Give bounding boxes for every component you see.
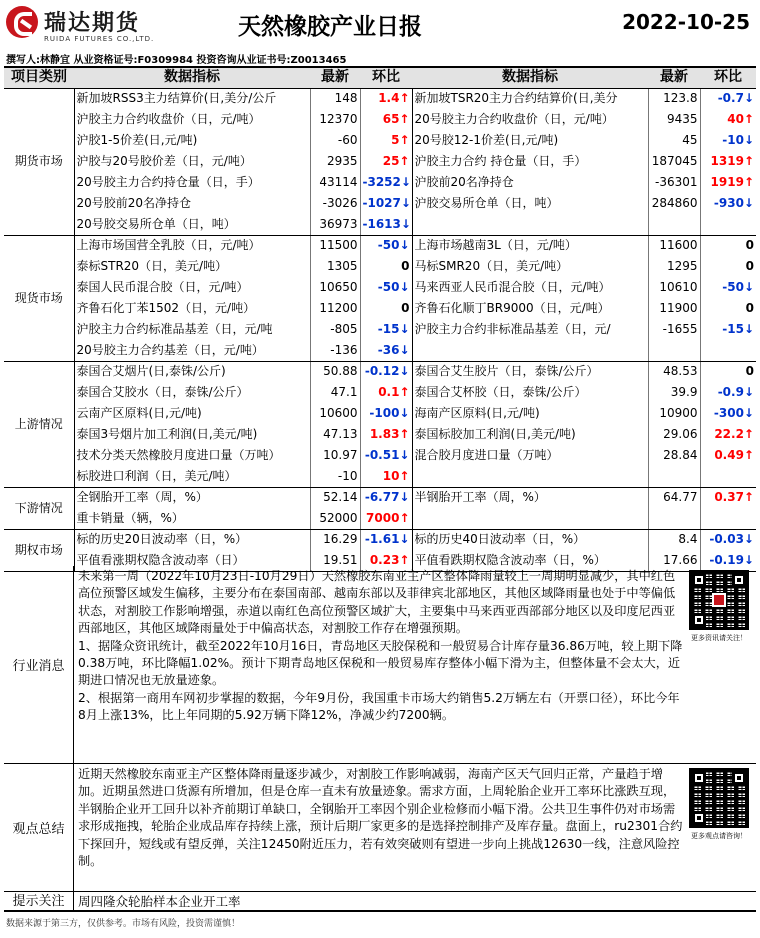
indicator-name: 标的历史40日波动率（日，%） [412, 529, 648, 550]
latest-value: 52000 [310, 508, 360, 529]
change-value: -0.19↓ [700, 550, 756, 571]
change-value: -15↓ [722, 322, 754, 336]
change-value: 25↑ [360, 151, 412, 172]
change-value: 0 [745, 364, 754, 379]
table-row [4, 193, 756, 214]
latest-value: 10650 [310, 277, 360, 298]
qr-code-summary [686, 768, 752, 841]
indicator-name: 沪胶主力合约非标准品基差（日，元/ [412, 319, 648, 340]
table-row [4, 445, 756, 466]
table-row [4, 382, 756, 403]
author-info: 撰写人:林静宜 从业资格证号:F0309984 投资咨询从业证书号:Z0013465 [6, 55, 347, 66]
table-row [4, 298, 756, 319]
change-value: -1027↓ [360, 193, 412, 214]
indicator-name: 20号胶交易所仓单（日，吨） [74, 214, 310, 235]
change-value: -15↓ [360, 319, 412, 340]
summary-text: 近期天然橡胶东南亚主产区整体降雨量逐步减少，对割胶工作影响减弱，海南产区天气回归正常，产量趋于增加。近期虽然进口货源有所增加，但是仓库一直未有放量迹象。需求方面，上周轮胎企业开工率环比涨跌互现，半钢胎企业开工回升以补齐前期订单缺口，全钢胎开工率因个别企业检修而小幅下滑。公共卫生事件仍对市场需求形成拖拽，轮胎企业成品库存持续上涨，预计后期厂家更多的是选择控制排产及库存量。盘面上，ru2301合约下探回升，短线或有望反弹，关注12450附近压力，若有效突破则有望进一步向上挑战12630一线，注意风险控制。 [78, 767, 683, 869]
latest-value: 48.53 [648, 361, 700, 382]
change-value: -0.12↓ [360, 361, 412, 382]
latest-value: -3026 [310, 193, 360, 214]
section-category: 提示关注 [4, 892, 74, 912]
latest-value: 19.51 [310, 550, 360, 571]
latest-value: 45 [648, 130, 700, 151]
indicator-name: 海南产区原料(日,元/吨) [412, 403, 648, 424]
change-value [700, 214, 756, 235]
section-category: 观点总结 [4, 764, 74, 891]
latest-value: 2935 [310, 151, 360, 172]
table-row [4, 529, 756, 550]
change-value: -50↓ [360, 277, 412, 298]
indicator-name [412, 508, 648, 529]
indicator-name: 沪胶与20号胶价差（日，元/吨） [74, 151, 310, 172]
indicator-name: 泰国3号烟片加工利润(日,美元/吨) [74, 424, 310, 445]
latest-value: 11900 [648, 298, 700, 319]
table-row [4, 172, 756, 193]
indicator-name: 泰国合艾胶水（日，泰铢/公斤） [74, 382, 310, 403]
change-value: 22.2↑ [714, 427, 754, 441]
indicator-name: 20号胶主力合约基差（日，元/吨） [74, 340, 310, 361]
indicator-name [412, 340, 648, 361]
indicator-name: 20号胶12-1价差(日,元/吨) [412, 130, 648, 151]
latest-value: 29.06 [648, 424, 700, 445]
table-header-row [4, 67, 756, 88]
table-row [4, 508, 756, 529]
latest-value: 10600 [310, 403, 360, 424]
header-category: 项目类别 [4, 67, 74, 88]
summary-section [4, 764, 756, 892]
change-value: 0.49↑ [714, 448, 754, 462]
change-value: -0.03↓ [709, 532, 754, 547]
qr-caption: 更多观点请咨询！ [691, 832, 747, 840]
latest-value: 11600 [648, 235, 700, 256]
table-row [4, 151, 756, 172]
latest-value: 39.9 [648, 382, 700, 403]
indicator-name: 泰国人民币混合胶（日，元/吨） [74, 277, 310, 298]
change-value: 65↑ [360, 109, 412, 130]
indicator-name: 标胶进口利润（日，美元/吨） [74, 466, 310, 487]
latest-value: 9435 [648, 109, 700, 130]
table-row [4, 214, 756, 235]
indicator-name: 马来西亚人民币混合胶（日，元/吨） [412, 277, 648, 298]
company-logo [4, 4, 154, 46]
indicator-name: 云南产区原料(日,元/吨) [74, 403, 310, 424]
latest-value: -136 [310, 340, 360, 361]
latest-value: 17.66 [648, 550, 700, 571]
latest-value [648, 214, 700, 235]
table-row [4, 277, 756, 298]
latest-value: 8.4 [648, 529, 700, 550]
change-value: 1.83↑ [360, 424, 412, 445]
indicator-name: 20号胶主力合约持仓量（日，手） [74, 172, 310, 193]
section-category: 现货市场 [4, 235, 74, 361]
latest-value: 47.1 [310, 382, 360, 403]
change-value [700, 466, 756, 487]
change-value: 1919↑ [710, 175, 754, 189]
change-value: 0 [360, 256, 412, 277]
latest-value: -10 [310, 466, 360, 487]
indicator-name: 泰国标胶加工利润(日,美元/吨) [412, 424, 648, 445]
latest-value: 11200 [310, 298, 360, 319]
industry-news-section [4, 566, 756, 764]
indicator-name: 沪胶交易所仓单（日，吨） [412, 193, 648, 214]
change-value: 0.1↑ [360, 382, 412, 403]
change-value: 1.4↑ [360, 88, 412, 109]
latest-value: 10610 [648, 277, 700, 298]
indicator-name: 齐鲁石化丁苯1502（日，元/吨） [74, 298, 310, 319]
qr-code-news [686, 570, 752, 643]
indicator-name [412, 466, 648, 487]
latest-value: 28.84 [648, 445, 700, 466]
latest-value: 10.97 [310, 445, 360, 466]
indicator-name: 沪胶主力合约 持仓量（日，手） [412, 151, 648, 172]
change-value: -0.9↓ [717, 385, 754, 399]
logo-mark-icon [6, 6, 38, 38]
tips-section [4, 892, 756, 912]
latest-value: 11500 [310, 235, 360, 256]
indicator-name: 标的历史20日波动率（日，%） [74, 529, 310, 550]
change-value: -1613↓ [360, 214, 412, 235]
latest-value: 10900 [648, 403, 700, 424]
latest-value: 187045 [648, 151, 700, 172]
indicator-name: 泰国合艾生胶片（日，泰铢/公斤） [412, 361, 648, 382]
header-latest: 最新 [648, 67, 700, 88]
table-row [4, 340, 756, 361]
table-row [4, 424, 756, 445]
table-row [4, 466, 756, 487]
latest-value [648, 340, 700, 361]
change-value: 5↑ [360, 130, 412, 151]
change-value: 10↑ [360, 466, 412, 487]
indicator-name: 新加坡TSR20主力合约结算价(日,美分 [412, 88, 648, 109]
indicator-name: 马标SMR20（日，美元/吨） [412, 256, 648, 277]
section-category: 期货市场 [4, 88, 74, 235]
header-change: 环比 [360, 67, 412, 88]
change-value: -50↓ [360, 235, 412, 256]
latest-value: -36301 [648, 172, 700, 193]
change-value: 0.37↑ [714, 490, 754, 505]
indicator-name: 半钢胎开工率（周，%） [412, 487, 648, 508]
change-value: -36↓ [360, 340, 412, 361]
news-paragraph: 1、据隆众资讯统计，截至2022年10月16日，青岛地区天胶保税和一般贸易合计库存量36.86万吨，较上期下降0.38万吨，环比降幅1.02%。预计下期青岛地区保税和一般贸易库存整体小幅下滑为主，但整体量不会太大，近期进口情况也无放量迹象。 [78, 638, 683, 688]
header-change: 环比 [700, 67, 756, 88]
section-category: 期权市场 [4, 529, 74, 571]
header-indicator: 数据指标 [74, 67, 310, 88]
header-latest: 最新 [310, 67, 360, 88]
latest-value: 1295 [648, 256, 700, 277]
indicator-name: 重卡销量（辆，%） [74, 508, 310, 529]
indicator-name: 20号胶主力合约收盘价（日，元/吨） [412, 109, 648, 130]
indicator-name: 齐鲁石化顺丁BR9000（日，元/吨） [412, 298, 648, 319]
change-value: 0 [360, 298, 412, 319]
table-row [4, 403, 756, 424]
industry-news-text [78, 568, 684, 725]
news-paragraph: 未来第一周（2022年10月23日-10月29日）天然橡胶东南亚主产区整体降雨量较上一周期明显减少，其中红色高位预警区域发生偏移，主要分布在泰国南部、越南东部以及菲律宾北部地区，其他区域降雨量也处于中等偏低状态，对割胶工作影响增强，赤道以南红色高位预警区域扩大，主要集中马来西亚西部部分地区以及印度尼西亚西部地区，其他区域降雨量处于中偏高状态，对割胶工作存在增强预期。 [78, 569, 676, 636]
table-row [4, 361, 756, 382]
change-value: -0.7↓ [717, 91, 754, 106]
change-value: 0 [745, 301, 754, 315]
change-value [700, 508, 756, 529]
latest-value: 16.29 [310, 529, 360, 550]
latest-value: 284860 [648, 193, 700, 214]
change-value: -1.61↓ [360, 529, 412, 550]
change-value: 40↑ [727, 112, 754, 126]
change-value: -0.51↓ [360, 445, 412, 466]
latest-value: 47.13 [310, 424, 360, 445]
section-category: 行业消息 [4, 566, 74, 763]
latest-value: 36973 [310, 214, 360, 235]
indicator-name: 平值看涨期权隐含波动率（日） [74, 550, 310, 571]
change-value: 0.23↑ [360, 550, 412, 571]
latest-value: -60 [310, 130, 360, 151]
table-row [4, 235, 756, 256]
latest-value: 50.88 [310, 361, 360, 382]
indicator-name: 沪胶1-5价差(日,元/吨) [74, 130, 310, 151]
indicator-name [412, 214, 648, 235]
section-category: 下游情况 [4, 487, 74, 529]
latest-value: 12370 [310, 109, 360, 130]
indicator-name: 全钢胎开工率（周，%） [74, 487, 310, 508]
header-indicator: 数据指标 [412, 67, 648, 88]
indicator-name: 平值看跌期权隐含波动率（日，%） [412, 550, 648, 571]
table-row [4, 88, 756, 109]
latest-value [648, 508, 700, 529]
change-value: 7000↑ [360, 508, 412, 529]
table-row [4, 109, 756, 130]
table-row [4, 256, 756, 277]
qr-code-icon [689, 570, 749, 630]
table-row [4, 487, 756, 508]
change-value: -930↓ [713, 196, 754, 210]
logo-chinese-name: 瑞达期货 [44, 11, 141, 36]
change-value: 0 [745, 259, 754, 273]
change-value: 1319↑ [710, 154, 754, 168]
latest-value: 52.14 [310, 487, 360, 508]
indicator-name: 混合胶月度进口量（万吨） [412, 445, 648, 466]
indicator-name: 技术分类天然橡胶月度进口量（万吨） [74, 445, 310, 466]
indicator-name: 20号胶前20名净持仓 [74, 193, 310, 214]
data-table [4, 66, 756, 572]
qr-code-icon [689, 768, 749, 828]
latest-value: 148 [310, 88, 360, 109]
indicator-name: 泰标STR20（日，美元/吨） [74, 256, 310, 277]
latest-value: 123.8 [648, 88, 700, 109]
indicator-name: 上海市场国营全乳胶（日，元/吨） [74, 235, 310, 256]
tips-text: 周四隆众轮胎样本企业开工率 [78, 894, 241, 909]
section-category: 上游情况 [4, 361, 74, 487]
table-row [4, 319, 756, 340]
latest-value: -1655 [648, 319, 700, 340]
latest-value: 64.77 [648, 487, 700, 508]
report-header [0, 0, 760, 48]
report-date: 2022-10-25 [622, 10, 750, 34]
qr-caption: 更多资讯请关注！ [691, 634, 747, 642]
indicator-name: 泰国合艾杯胶（日，泰铢/公斤） [412, 382, 648, 403]
news-paragraph: 2、根据第一商用车网初步掌握的数据，今年9月份，我国重卡市场大约销售5.2万辆左右（开票口径），环比今年8月上涨13%，比上年同期的5.92万辆下降12%，净减少约7200辆。 [78, 690, 680, 723]
latest-value: -805 [310, 319, 360, 340]
change-value: -300↓ [713, 406, 754, 420]
disclaimer: 数据来源于第三方，仅供参考。市场有风险，投资需谨慎！ [6, 919, 241, 929]
change-value: -50↓ [722, 280, 754, 294]
change-value: 0 [745, 238, 754, 253]
indicator-name: 上海市场越南3L（日，元/吨） [412, 235, 648, 256]
change-value: -100↓ [360, 403, 412, 424]
report-title: 天然橡胶产业日报 [238, 14, 422, 40]
latest-value: 43114 [310, 172, 360, 193]
change-value: -6.77↓ [360, 487, 412, 508]
change-value: -3252↓ [360, 172, 412, 193]
logo-english-name: RUIDA FUTURES CO.,LTD. [44, 35, 155, 43]
indicator-name: 新加坡RSS3主力结算价(日,美分/公斤 [74, 88, 310, 109]
change-value: -10↓ [722, 133, 754, 147]
indicator-name: 沪胶前20名净持仓 [412, 172, 648, 193]
indicator-name: 泰国合艾烟片(日,泰铢/公斤) [74, 361, 310, 382]
indicator-name: 沪胶主力合约标准品基差（日，元/吨 [74, 319, 310, 340]
indicator-name: 沪胶主力合约收盘价（日，元/吨） [74, 109, 310, 130]
table-row [4, 130, 756, 151]
change-value [700, 340, 756, 361]
latest-value: 1305 [310, 256, 360, 277]
latest-value [648, 466, 700, 487]
